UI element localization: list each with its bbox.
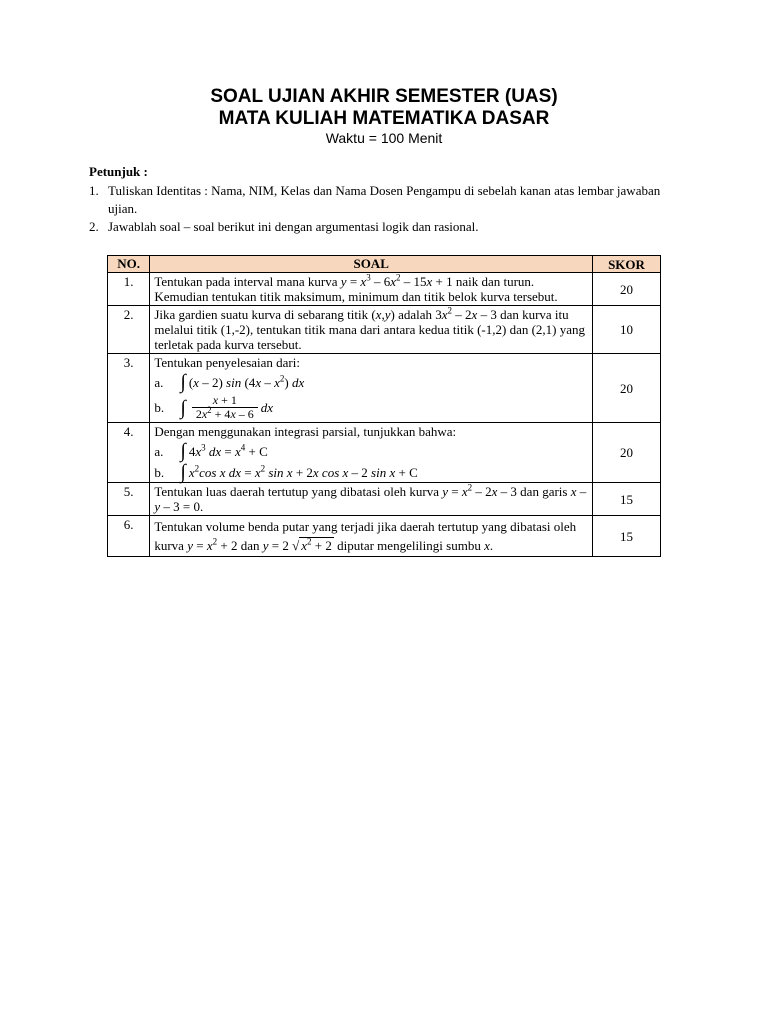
title-line-1: SOAL UJIAN AKHIR SEMESTER (UAS) — [210, 86, 558, 107]
instructions-list — [89, 182, 689, 236]
row-number: 2. — [108, 306, 150, 354]
table-row — [108, 483, 661, 516]
exam-table — [107, 255, 661, 557]
row-score: 15 — [593, 483, 661, 516]
row-number: 3. — [108, 354, 150, 423]
instruction-item — [89, 182, 689, 218]
question-3: Tentukan penyelesaian dari: a. ∫ (x – 2) $\sin (4x - x^2)$ dx b. ∫ $\frac{x + 1}{2x^2 + 4x - 6}$ dx — [150, 354, 593, 423]
integral-sign-icon: ∫ — [180, 440, 186, 462]
row-number: 5. — [108, 483, 150, 516]
row-score: 20 — [593, 423, 661, 483]
instructions — [89, 163, 689, 236]
question-1: Tentukan pada interval mana kurva $y = x^3 - 6x^2 - 15x + 1$ naik dan turun. Kemudian tentukan titik maksimum, minimum dan titik belok kurva tersebut. — [150, 273, 593, 306]
fraction: $\frac{x + 1}{2x^2 + 4x - 6}$ — [192, 394, 258, 421]
row-score: 10 — [593, 306, 661, 354]
q4-part-b: b. ∫ $x^2\cos$ x dx = $x^2$ sin x + 2x cos x – 2 sin x + C — [154, 461, 418, 483]
table-row — [108, 354, 661, 423]
instruction-text: Tuliskan Identitas : Nama, NIM, Kelas dan Nama Dosen Pengampu di sebelah kanan atas lembar jawaban ujian. — [108, 183, 661, 216]
q3-part-a: a. ∫ (x – 2) $\sin (4x - x^2)$ dx — [154, 371, 305, 393]
table-row — [108, 306, 661, 354]
table-row — [108, 273, 661, 306]
header — [0, 86, 768, 146]
q1-formula: $y = x^3 - 6x^2 - 15x + 1$ — [340, 272, 453, 289]
header-question: SOAL — [150, 256, 593, 273]
row-number: 6. — [108, 516, 150, 557]
row-score: 20 — [593, 273, 661, 306]
row-score: 20 — [593, 354, 661, 423]
instruction-item — [89, 218, 689, 236]
row-score: 15 — [593, 516, 661, 557]
integral-sign-icon: ∫ — [180, 396, 186, 419]
q4-part-a: a. ∫ $4x^3$ dx = $x^4 + C$ — [154, 440, 268, 462]
title-line-2: MATA KULIAH MATEMATIKA DASAR — [218, 108, 550, 129]
row-number: 1. — [108, 273, 150, 306]
table-header-row — [108, 256, 661, 273]
row-number: 4. — [108, 423, 150, 483]
integral-sign-icon: ∫ — [180, 461, 186, 483]
instruction-text: Jawablah soal – soal berikut ini dengan argumentasi logik dan rasional. — [108, 219, 479, 234]
q3-part-b: b. ∫ $\frac{x + 1}{2x^2 + 4x - 6}$ dx — [154, 393, 274, 421]
table-row — [108, 423, 661, 483]
instruction-number: 1. — [89, 183, 99, 198]
duration: Waktu = 100 Menit — [325, 130, 443, 146]
integral-sign-icon: ∫ — [180, 371, 186, 393]
header-score: SKOR — [593, 256, 661, 273]
question-6: Tentukan volume benda putar yang terjadi jika daerah tertutup yang dibatasi oleh kurva $y = x^2 + 2$ dan y = 2 √ $x^2 + 2$ diputar mengelilingi sumbu x. — [150, 516, 593, 557]
header-no: NO. — [108, 256, 150, 273]
table-row — [108, 516, 661, 557]
q2-formula: $3x^2 - 2x - 3$ — [435, 305, 497, 322]
question-4: Dengan menggunakan integrasi parsial, tunjukkan bahwa: a. ∫ $4x^3$ dx = $x^4 + C$ b. ∫ $x^2\cos$ x dx = $x^2$ sin x + 2x cos x – 2 sin x + C — [150, 423, 593, 483]
question-2: Jika gardien suatu kurva di sebarang titik (x,y) adalah $3x^2 - 2x - 3$ dan kurva itu melalui titik (1,-2), tentukan titik mana dari antara kedua titik (-1,2) dan (2,1) yang terletak pada kurva tersebut. — [150, 306, 593, 354]
instructions-heading: Petunjuk : — [89, 164, 148, 179]
instruction-number: 2. — [89, 219, 99, 234]
question-5: Tentukan luas daerah tertutup yang dibatasi oleh kurva $y = x^2 - 2x - 3$ dan garis x – y – 3 = 0. — [150, 483, 593, 516]
